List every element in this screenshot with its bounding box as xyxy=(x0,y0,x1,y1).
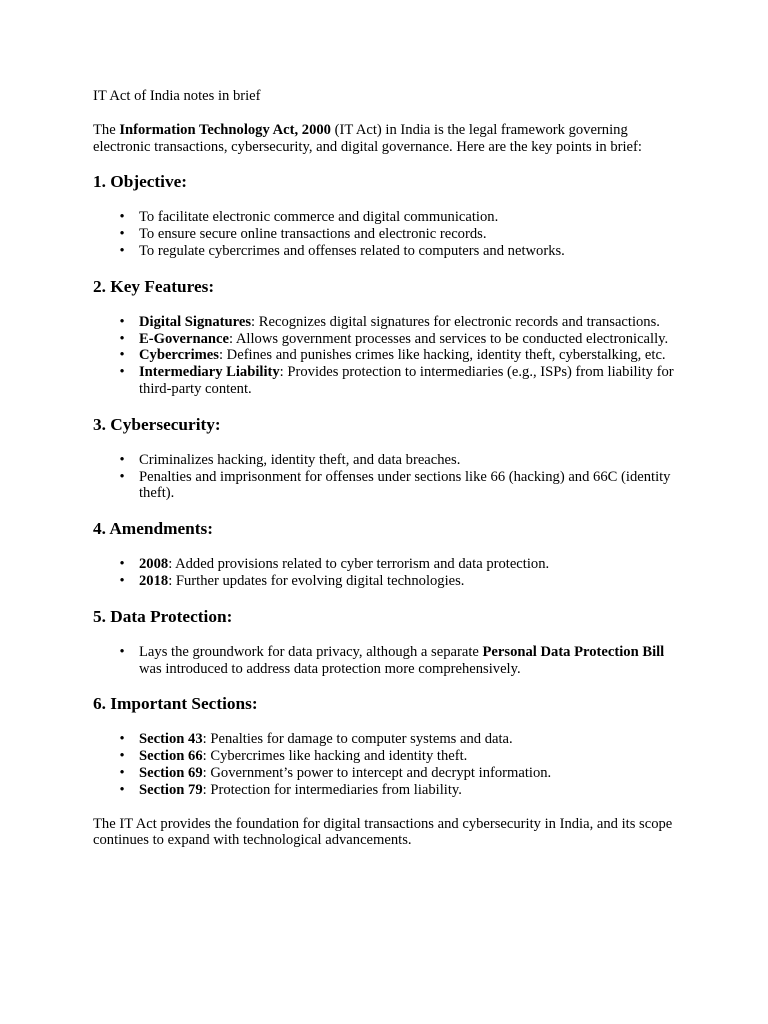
list-item xyxy=(119,330,688,348)
bullet-icon: • xyxy=(119,731,125,748)
list-item-text: Criminalizes hacking, identity theft, and data breaches. xyxy=(139,451,461,468)
list-item-term: Cybercrimes xyxy=(139,347,219,364)
section-list-objective xyxy=(93,209,688,259)
bullet-icon: • xyxy=(119,764,125,781)
list-item-text: : Defines and punishes crimes like hacking, identity theft, cyberstalking, etc. xyxy=(218,347,666,364)
intro-suffix: (IT Act) in India is the legal framework governing electronic transactions, cybersecurity, and digital governance. Here are the key points in brief: xyxy=(93,121,642,155)
bullet-icon: • xyxy=(119,226,125,243)
bullet-icon: • xyxy=(119,781,125,798)
list-item-term: Section 69 xyxy=(139,764,203,781)
list-item xyxy=(119,226,688,243)
list-item xyxy=(119,556,688,573)
closing-paragraph: The IT Act provides the foundation for digital transactions and cybersecurity in India, and its scope continues to expand with technological advancements. xyxy=(93,815,673,849)
section-list-amendments xyxy=(93,556,688,590)
list-item-term: Personal Data Protection Bill xyxy=(482,643,665,660)
list-item-text: : Recognizes digital signatures for electronic records and transactions. xyxy=(251,313,660,330)
bullet-icon: • xyxy=(119,330,125,347)
list-item-term: Section 79 xyxy=(139,781,203,798)
section-heading-objective: 1. Objective: xyxy=(93,172,188,192)
section-list-key-features xyxy=(93,314,688,398)
list-item xyxy=(119,572,688,590)
bullet-icon: • xyxy=(119,556,125,573)
list-item-term: 2018 xyxy=(139,572,169,589)
bullet-icon: • xyxy=(119,451,125,468)
list-item-term: Section 66 xyxy=(139,748,203,765)
bullet-icon: • xyxy=(119,242,125,259)
list-item-text: : Cybercrimes like hacking and identity theft. xyxy=(202,748,468,765)
list-item-text: To ensure secure online transactions and electronic records. xyxy=(139,226,487,243)
list-item xyxy=(119,781,688,799)
bullet-icon: • xyxy=(119,364,125,381)
list-item-term: Intermediary Liability xyxy=(139,364,280,381)
intro-paragraph xyxy=(93,122,688,156)
bullet-icon: • xyxy=(119,313,125,330)
list-item xyxy=(119,364,688,398)
list-item-text: : Allows government processes and services to be conducted electronically. xyxy=(228,330,669,347)
list-item-text: : Government’s power to intercept and decrypt information. xyxy=(202,764,552,781)
list-item xyxy=(119,643,688,678)
list-item-term: Digital Signatures xyxy=(139,313,252,330)
list-item xyxy=(119,451,688,469)
list-item-term: Section 43 xyxy=(139,731,203,748)
section-heading-cybersecurity: 3. Cybersecurity: xyxy=(93,414,221,434)
intro-prefix: The xyxy=(93,121,120,138)
section-heading-important-sections: 6. Important Sections: xyxy=(93,694,258,714)
list-item-text: : Further updates for evolving digital technologies. xyxy=(168,572,465,589)
bullet-icon: • xyxy=(119,209,125,226)
section-heading-amendments: 4. Amendments: xyxy=(93,519,214,539)
list-item-text: : Provides protection to intermediaries (e.g., ISPs) from liability for third-party content. xyxy=(139,364,674,397)
list-item-text: : Protection for intermediaries from liability. xyxy=(202,781,462,798)
list-item-text: : Added provisions related to cyber terrorism and data protection. xyxy=(168,556,550,573)
list-item xyxy=(119,468,688,503)
document-title: IT Act of India notes in brief xyxy=(93,88,261,104)
list-item-text: To facilitate electronic commerce and digital communication. xyxy=(139,209,499,226)
section-list-data-protection xyxy=(93,644,688,678)
list-item xyxy=(119,748,688,765)
list-item xyxy=(119,347,688,364)
list-item xyxy=(119,731,688,748)
list-item xyxy=(119,764,688,782)
list-item-text: Lays the groundwork for data privacy, although a separate xyxy=(139,643,483,660)
section-heading-data-protection: 5. Data Protection: xyxy=(93,606,233,626)
section-list-important-sections xyxy=(93,731,688,798)
section-list-cybersecurity xyxy=(93,452,688,502)
list-item-text-continued: was introduced to address data protection more comprehensively. xyxy=(139,660,521,677)
bullet-icon: • xyxy=(119,572,125,589)
bullet-icon: • xyxy=(119,347,125,364)
intro-act-name: Information Technology Act, 2000 xyxy=(119,121,331,138)
list-item-term: E-Governance xyxy=(139,330,229,347)
list-item-text: : Penalties for damage to computer systems and data. xyxy=(202,731,513,748)
bullet-icon: • xyxy=(119,643,125,660)
list-item-term: 2008 xyxy=(139,556,169,573)
list-item xyxy=(119,209,688,226)
bullet-icon: • xyxy=(119,468,125,485)
section-heading-key-features: 2. Key Features: xyxy=(93,276,215,296)
list-item xyxy=(119,242,688,260)
list-item-text: Penalties and imprisonment for offenses under sections like 66 (hacking) and 66C (identity theft). xyxy=(139,468,671,502)
bullet-icon: • xyxy=(119,748,125,765)
list-item-text: To regulate cybercrimes and offenses related to computers and networks. xyxy=(139,242,565,259)
list-item xyxy=(119,313,688,331)
